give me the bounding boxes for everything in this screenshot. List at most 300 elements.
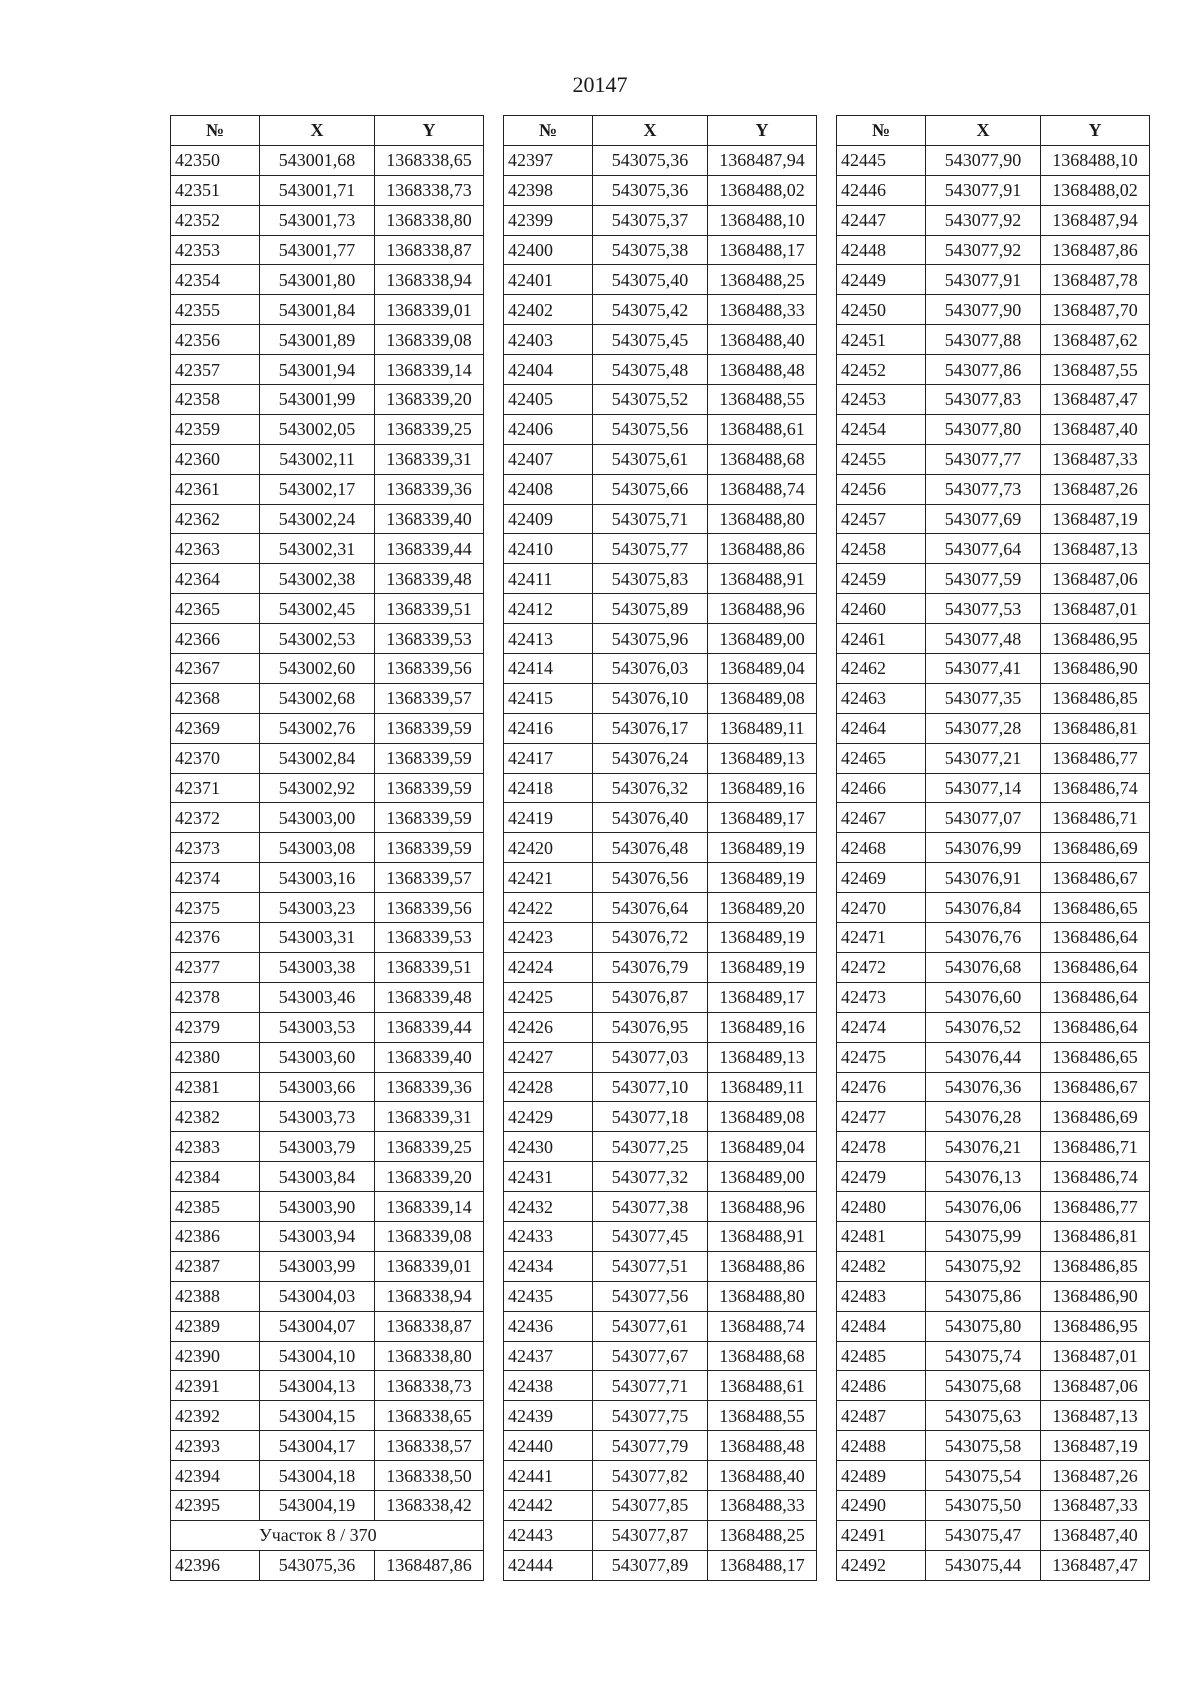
y-coordinate: 1368339,53 [375, 923, 484, 953]
x-coordinate: 543002,05 [260, 414, 375, 444]
table-row [504, 1311, 817, 1341]
table-row [837, 504, 1150, 534]
x-coordinate: 543002,31 [260, 534, 375, 564]
x-coordinate: 543076,13 [926, 1162, 1041, 1192]
y-coordinate: 1368486,95 [1041, 624, 1150, 654]
x-coordinate: 543077,90 [926, 295, 1041, 325]
y-coordinate: 1368487,01 [1041, 1341, 1150, 1371]
table-row [171, 1162, 484, 1192]
y-coordinate: 1368339,36 [375, 1072, 484, 1102]
x-coordinate: 543076,72 [593, 923, 708, 953]
table-row [837, 654, 1150, 684]
point-number: 42462 [837, 654, 926, 684]
y-coordinate: 1368338,94 [375, 1281, 484, 1311]
y-coordinate: 1368339,14 [375, 355, 484, 385]
table-row [504, 863, 817, 893]
table-row [504, 1341, 817, 1371]
table-row [171, 444, 484, 474]
table-row [837, 1012, 1150, 1042]
x-coordinate: 543076,56 [593, 863, 708, 893]
x-coordinate: 543076,44 [926, 1042, 1041, 1072]
y-coordinate: 1368339,48 [375, 564, 484, 594]
x-coordinate: 543002,17 [260, 474, 375, 504]
y-coordinate: 1368486,85 [1041, 1251, 1150, 1281]
x-coordinate: 543076,10 [593, 683, 708, 713]
x-coordinate: 543075,77 [593, 534, 708, 564]
point-number: 42412 [504, 594, 593, 624]
y-coordinate: 1368488,68 [708, 1341, 817, 1371]
point-number: 42479 [837, 1162, 926, 1192]
table-row [504, 713, 817, 743]
x-coordinate: 543077,28 [926, 713, 1041, 743]
x-coordinate: 543077,86 [926, 355, 1041, 385]
y-coordinate: 1368487,19 [1041, 1431, 1150, 1461]
y-coordinate: 1368339,59 [375, 833, 484, 863]
table-row [171, 1221, 484, 1251]
point-number: 42391 [171, 1371, 260, 1401]
table-row [504, 1251, 817, 1281]
y-coordinate: 1368488,68 [708, 444, 817, 474]
x-coordinate: 543077,32 [593, 1162, 708, 1192]
x-coordinate: 543075,36 [260, 1550, 375, 1580]
y-coordinate: 1368488,25 [708, 265, 817, 295]
y-coordinate: 1368339,57 [375, 683, 484, 713]
table-row [837, 1520, 1150, 1550]
point-number: 42443 [504, 1520, 593, 1550]
table-row [171, 1311, 484, 1341]
x-coordinate: 543001,73 [260, 205, 375, 235]
x-coordinate: 543075,68 [926, 1371, 1041, 1401]
y-coordinate: 1368488,17 [708, 235, 817, 265]
x-coordinate: 543077,18 [593, 1102, 708, 1132]
point-number: 42401 [504, 265, 593, 295]
point-number: 42403 [504, 325, 593, 355]
x-coordinate: 543077,88 [926, 325, 1041, 355]
point-number: 42359 [171, 414, 260, 444]
x-coordinate: 543003,79 [260, 1132, 375, 1162]
x-coordinate: 543076,79 [593, 952, 708, 982]
x-coordinate: 543075,47 [926, 1520, 1041, 1550]
x-coordinate: 543075,74 [926, 1341, 1041, 1371]
table-row [504, 235, 817, 265]
table-row [837, 325, 1150, 355]
table-row [837, 833, 1150, 863]
x-coordinate: 543075,58 [926, 1431, 1041, 1461]
x-coordinate: 543075,54 [926, 1461, 1041, 1491]
point-number: 42362 [171, 504, 260, 534]
point-number: 42389 [171, 1311, 260, 1341]
table-row [837, 1401, 1150, 1431]
table-row [504, 1012, 817, 1042]
point-number: 42414 [504, 654, 593, 684]
y-coordinate: 1368488,91 [708, 1221, 817, 1251]
y-coordinate: 1368488,86 [708, 1251, 817, 1281]
x-coordinate: 543075,56 [593, 414, 708, 444]
point-number: 42460 [837, 594, 926, 624]
x-coordinate: 543004,18 [260, 1461, 375, 1491]
y-coordinate: 1368488,96 [708, 1192, 817, 1222]
point-number: 42407 [504, 444, 593, 474]
point-number: 42415 [504, 683, 593, 713]
coordinates-table-1 [170, 115, 484, 1581]
point-number: 42432 [504, 1192, 593, 1222]
x-coordinate: 543076,17 [593, 713, 708, 743]
header-y: Y [708, 116, 817, 146]
table-row [504, 1132, 817, 1162]
table-row [504, 564, 817, 594]
point-number: 42482 [837, 1251, 926, 1281]
table-row [171, 803, 484, 833]
point-number: 42453 [837, 385, 926, 415]
table-row [837, 534, 1150, 564]
y-coordinate: 1368339,59 [375, 803, 484, 833]
y-coordinate: 1368338,73 [375, 175, 484, 205]
point-number: 42400 [504, 235, 593, 265]
x-coordinate: 543075,99 [926, 1221, 1041, 1251]
table-row [837, 1251, 1150, 1281]
point-number: 42486 [837, 1371, 926, 1401]
table-row [171, 713, 484, 743]
table-row [504, 205, 817, 235]
table-row [837, 594, 1150, 624]
table-row [837, 982, 1150, 1012]
table-row [837, 414, 1150, 444]
point-number: 42426 [504, 1012, 593, 1042]
y-coordinate: 1368488,91 [708, 564, 817, 594]
y-coordinate: 1368488,48 [708, 355, 817, 385]
x-coordinate: 543002,60 [260, 654, 375, 684]
table-row [171, 1341, 484, 1371]
y-coordinate: 1368487,86 [1041, 235, 1150, 265]
x-coordinate: 543076,64 [593, 893, 708, 923]
x-coordinate: 543076,99 [926, 833, 1041, 863]
point-number: 42473 [837, 982, 926, 1012]
table-row [837, 1102, 1150, 1132]
y-coordinate: 1368338,42 [375, 1490, 484, 1520]
x-coordinate: 543077,75 [593, 1401, 708, 1431]
table-row [171, 235, 484, 265]
y-coordinate: 1368487,86 [375, 1550, 484, 1580]
x-coordinate: 543001,84 [260, 295, 375, 325]
x-coordinate: 543003,66 [260, 1072, 375, 1102]
table-row [504, 444, 817, 474]
y-coordinate: 1368488,61 [708, 1371, 817, 1401]
y-coordinate: 1368486,71 [1041, 1132, 1150, 1162]
point-number: 42354 [171, 265, 260, 295]
y-coordinate: 1368487,78 [1041, 265, 1150, 295]
point-number: 42441 [504, 1461, 593, 1491]
x-coordinate: 543075,40 [593, 265, 708, 295]
point-number: 42356 [171, 325, 260, 355]
y-coordinate: 1368488,10 [708, 205, 817, 235]
point-number: 42429 [504, 1102, 593, 1132]
y-coordinate: 1368486,74 [1041, 1162, 1150, 1192]
x-coordinate: 543002,53 [260, 624, 375, 654]
x-coordinate: 543077,79 [593, 1431, 708, 1461]
table-row [837, 385, 1150, 415]
point-number: 42379 [171, 1012, 260, 1042]
page-number: 20147 [572, 72, 628, 97]
x-coordinate: 543076,40 [593, 803, 708, 833]
point-number: 42365 [171, 594, 260, 624]
x-coordinate: 543077,71 [593, 1371, 708, 1401]
point-number: 42467 [837, 803, 926, 833]
x-coordinate: 543075,66 [593, 474, 708, 504]
table-header [171, 116, 484, 146]
table-row [504, 504, 817, 534]
y-coordinate: 1368338,73 [375, 1371, 484, 1401]
table-row [171, 205, 484, 235]
point-number: 42483 [837, 1281, 926, 1311]
header-x: X [593, 116, 708, 146]
x-coordinate: 543001,77 [260, 235, 375, 265]
x-coordinate: 543001,99 [260, 385, 375, 415]
x-coordinate: 543077,14 [926, 773, 1041, 803]
x-coordinate: 543077,03 [593, 1042, 708, 1072]
x-coordinate: 543075,63 [926, 1401, 1041, 1431]
point-number: 42351 [171, 175, 260, 205]
header-row [837, 116, 1150, 146]
x-coordinate: 543002,68 [260, 683, 375, 713]
y-coordinate: 1368487,47 [1041, 385, 1150, 415]
point-number: 42393 [171, 1431, 260, 1461]
table-row [171, 833, 484, 863]
table-body [504, 145, 817, 1580]
table-row [171, 1401, 484, 1431]
x-coordinate: 543075,38 [593, 235, 708, 265]
y-coordinate: 1368488,25 [708, 1520, 817, 1550]
point-number: 42398 [504, 175, 593, 205]
section-row [171, 1520, 484, 1550]
x-coordinate: 543077,90 [926, 145, 1041, 175]
table-row [171, 325, 484, 355]
y-coordinate: 1368489,17 [708, 982, 817, 1012]
x-coordinate: 543077,91 [926, 265, 1041, 295]
table-row [171, 385, 484, 415]
y-coordinate: 1368488,74 [708, 1311, 817, 1341]
table-row [504, 594, 817, 624]
y-coordinate: 1368489,08 [708, 1102, 817, 1132]
point-number: 42438 [504, 1371, 593, 1401]
y-coordinate: 1368488,33 [708, 295, 817, 325]
y-coordinate: 1368489,19 [708, 952, 817, 982]
table-row [504, 624, 817, 654]
x-coordinate: 543076,84 [926, 893, 1041, 923]
y-coordinate: 1368487,62 [1041, 325, 1150, 355]
y-coordinate: 1368486,77 [1041, 743, 1150, 773]
table-row [837, 1221, 1150, 1251]
x-coordinate: 543075,71 [593, 504, 708, 534]
x-coordinate: 543004,07 [260, 1311, 375, 1341]
table-row [504, 1401, 817, 1431]
point-number: 42363 [171, 534, 260, 564]
y-coordinate: 1368338,57 [375, 1431, 484, 1461]
point-number: 42371 [171, 773, 260, 803]
table-row [837, 1072, 1150, 1102]
y-coordinate: 1368488,40 [708, 325, 817, 355]
y-coordinate: 1368339,56 [375, 654, 484, 684]
y-coordinate: 1368486,64 [1041, 1012, 1150, 1042]
y-coordinate: 1368339,25 [375, 414, 484, 444]
x-coordinate: 543077,77 [926, 444, 1041, 474]
table-row [504, 803, 817, 833]
header-x: X [260, 116, 375, 146]
point-number: 42410 [504, 534, 593, 564]
y-coordinate: 1368489,08 [708, 683, 817, 713]
point-number: 42425 [504, 982, 593, 1012]
table-header [837, 116, 1150, 146]
point-number: 42439 [504, 1401, 593, 1431]
table-header [504, 116, 817, 146]
point-number: 42373 [171, 833, 260, 863]
x-coordinate: 543077,87 [593, 1520, 708, 1550]
y-coordinate: 1368489,19 [708, 863, 817, 893]
y-coordinate: 1368489,19 [708, 923, 817, 953]
table-row [504, 773, 817, 803]
y-coordinate: 1368339,57 [375, 863, 484, 893]
table-row [171, 982, 484, 1012]
y-coordinate: 1368489,16 [708, 1012, 817, 1042]
y-coordinate: 1368487,47 [1041, 1550, 1150, 1580]
point-number: 42420 [504, 833, 593, 863]
point-number: 42385 [171, 1192, 260, 1222]
x-coordinate: 543003,23 [260, 893, 375, 923]
x-coordinate: 543076,48 [593, 833, 708, 863]
y-coordinate: 1368487,26 [1041, 474, 1150, 504]
y-coordinate: 1368339,59 [375, 713, 484, 743]
table-row [171, 504, 484, 534]
point-number: 42450 [837, 295, 926, 325]
y-coordinate: 1368339,01 [375, 1251, 484, 1281]
header-row [171, 116, 484, 146]
x-coordinate: 543002,38 [260, 564, 375, 594]
x-coordinate: 543004,10 [260, 1341, 375, 1371]
y-coordinate: 1368339,08 [375, 325, 484, 355]
y-coordinate: 1368488,17 [708, 1550, 817, 1580]
y-coordinate: 1368489,16 [708, 773, 817, 803]
x-coordinate: 543004,19 [260, 1490, 375, 1520]
x-coordinate: 543077,59 [926, 564, 1041, 594]
y-coordinate: 1368487,40 [1041, 414, 1150, 444]
x-coordinate: 543076,28 [926, 1102, 1041, 1132]
point-number: 42489 [837, 1461, 926, 1491]
table-row [837, 1132, 1150, 1162]
y-coordinate: 1368489,00 [708, 1162, 817, 1192]
point-number: 42471 [837, 923, 926, 953]
y-coordinate: 1368487,19 [1041, 504, 1150, 534]
point-number: 42390 [171, 1341, 260, 1371]
table-row [837, 1431, 1150, 1461]
x-coordinate: 543077,38 [593, 1192, 708, 1222]
x-coordinate: 543075,83 [593, 564, 708, 594]
table-row [504, 1520, 817, 1550]
x-coordinate: 543077,69 [926, 504, 1041, 534]
point-number: 42424 [504, 952, 593, 982]
table-row [171, 1012, 484, 1042]
point-number: 42416 [504, 713, 593, 743]
table-row [171, 1192, 484, 1222]
table-row [504, 952, 817, 982]
point-number: 42475 [837, 1042, 926, 1072]
point-number: 42418 [504, 773, 593, 803]
table-row [504, 1042, 817, 1072]
point-number: 42397 [504, 145, 593, 175]
x-coordinate: 543076,32 [593, 773, 708, 803]
x-coordinate: 543077,10 [593, 1072, 708, 1102]
table-row [171, 1042, 484, 1072]
y-coordinate: 1368489,04 [708, 1132, 817, 1162]
x-coordinate: 543001,80 [260, 265, 375, 295]
y-coordinate: 1368338,87 [375, 1311, 484, 1341]
y-coordinate: 1368486,69 [1041, 833, 1150, 863]
y-coordinate: 1368489,11 [708, 1072, 817, 1102]
point-number: 42368 [171, 683, 260, 713]
x-coordinate: 543004,13 [260, 1371, 375, 1401]
point-number: 42463 [837, 683, 926, 713]
table-row [171, 893, 484, 923]
table-row [837, 265, 1150, 295]
point-number: 42447 [837, 205, 926, 235]
y-coordinate: 1368488,40 [708, 1461, 817, 1491]
point-number: 42357 [171, 355, 260, 385]
point-number: 42405 [504, 385, 593, 415]
y-coordinate: 1368487,01 [1041, 594, 1150, 624]
x-coordinate: 543077,92 [926, 205, 1041, 235]
x-coordinate: 543076,60 [926, 982, 1041, 1012]
x-coordinate: 543075,45 [593, 325, 708, 355]
y-coordinate: 1368487,26 [1041, 1461, 1150, 1491]
y-coordinate: 1368339,44 [375, 1012, 484, 1042]
y-coordinate: 1368488,55 [708, 1401, 817, 1431]
table-row [504, 1371, 817, 1401]
y-coordinate: 1368487,33 [1041, 1490, 1150, 1520]
table-row [837, 1192, 1150, 1222]
point-number: 42399 [504, 205, 593, 235]
y-coordinate: 1368338,50 [375, 1461, 484, 1491]
x-coordinate: 543075,92 [926, 1251, 1041, 1281]
table-row [171, 863, 484, 893]
point-number: 42480 [837, 1192, 926, 1222]
y-coordinate: 1368488,55 [708, 385, 817, 415]
point-number: 42442 [504, 1490, 593, 1520]
x-coordinate: 543002,84 [260, 743, 375, 773]
x-coordinate: 543077,83 [926, 385, 1041, 415]
x-coordinate: 543003,99 [260, 1251, 375, 1281]
point-number: 42449 [837, 265, 926, 295]
section-label: Участок 8 / 370 [171, 1520, 484, 1550]
x-coordinate: 543003,60 [260, 1042, 375, 1072]
y-coordinate: 1368487,94 [708, 145, 817, 175]
point-number: 42459 [837, 564, 926, 594]
table-row [504, 534, 817, 564]
x-coordinate: 543004,17 [260, 1431, 375, 1461]
x-coordinate: 543076,76 [926, 923, 1041, 953]
x-coordinate: 543003,38 [260, 952, 375, 982]
point-number: 42372 [171, 803, 260, 833]
x-coordinate: 543076,87 [593, 982, 708, 1012]
y-coordinate: 1368339,48 [375, 982, 484, 1012]
point-number: 42451 [837, 325, 926, 355]
table-row [504, 654, 817, 684]
point-number: 42404 [504, 355, 593, 385]
y-coordinate: 1368486,90 [1041, 654, 1150, 684]
y-coordinate: 1368488,48 [708, 1431, 817, 1461]
point-number: 42364 [171, 564, 260, 594]
y-coordinate: 1368488,02 [1041, 175, 1150, 205]
y-coordinate: 1368339,25 [375, 1132, 484, 1162]
x-coordinate: 543077,45 [593, 1221, 708, 1251]
point-number: 42487 [837, 1401, 926, 1431]
